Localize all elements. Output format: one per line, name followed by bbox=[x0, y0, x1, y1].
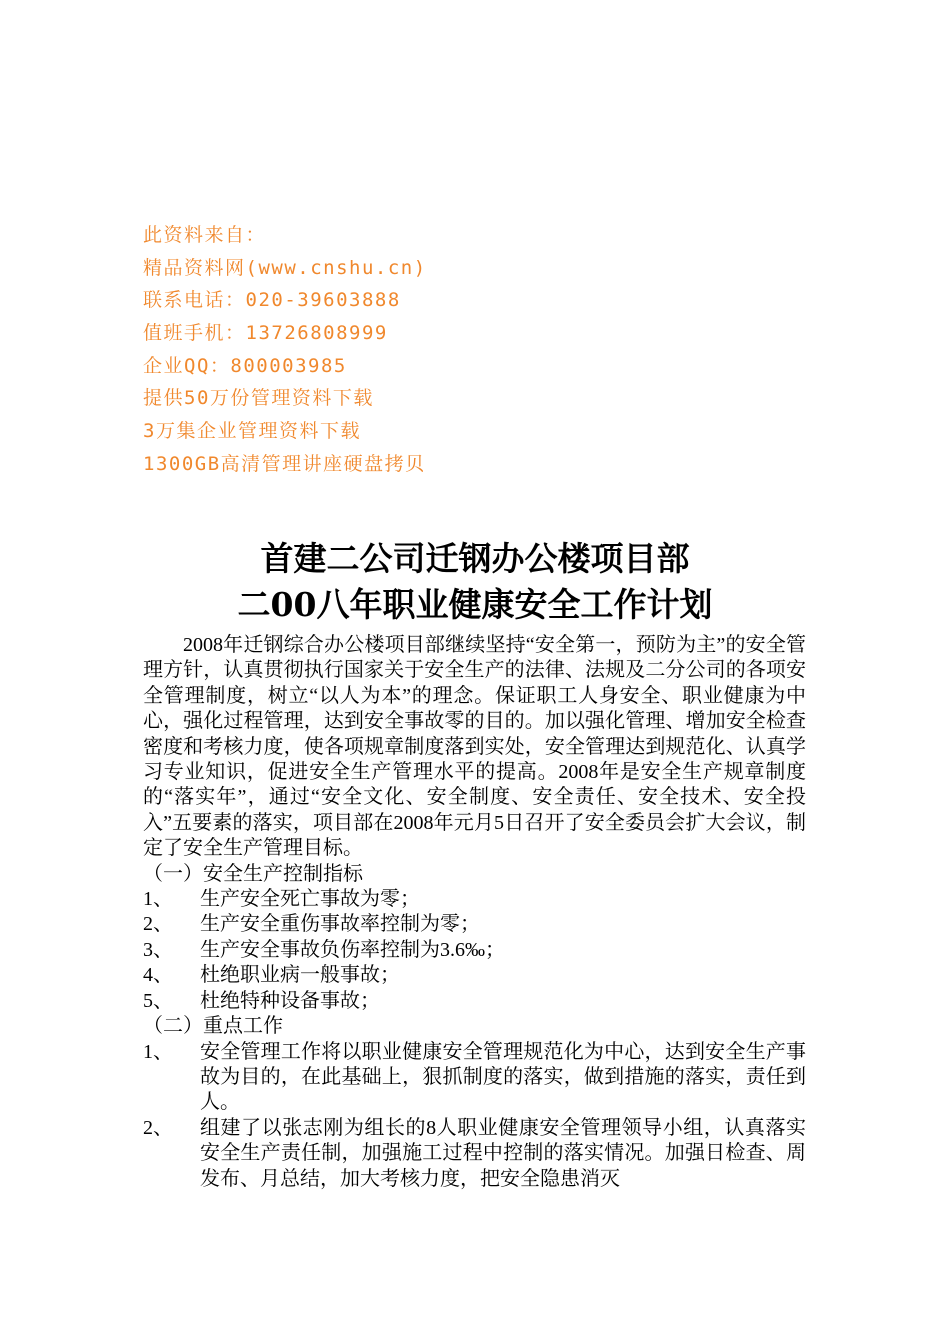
list-item-text: 杜绝职业病一般事故； bbox=[200, 964, 400, 987]
source-qq-line: 企业QQ：800003985 bbox=[143, 354, 347, 377]
list-item-text: 组建了以张志刚为组长的8人职业健康安全管理领导小组，认真落实安全生产责任制，加强施工过程中控制的落实情况。加强日检查、周发布、月总结，加大考核力度，把安全隐患消灭 bbox=[200, 1116, 806, 1190]
document-body bbox=[143, 633, 806, 1192]
list-item bbox=[143, 912, 806, 937]
list-item-number: 3、 bbox=[143, 938, 173, 961]
list-item-number: 2、 bbox=[143, 913, 173, 936]
list-item-number: 4、 bbox=[143, 964, 173, 987]
list-item bbox=[143, 1040, 806, 1116]
document-title-block bbox=[0, 536, 950, 628]
list-item bbox=[143, 1116, 806, 1192]
list-item bbox=[143, 887, 806, 912]
list-item-number: 2、 bbox=[143, 1116, 173, 1139]
list-item-text: 生产安全重伤事故率控制为零； bbox=[200, 913, 480, 936]
source-website-line: 精品资料网(www.cnshu.cn) bbox=[143, 256, 427, 279]
list-item-text: 安全管理工作将以职业健康安全管理规范化为中心，达到安全生产事故为目的，在此基础上，狠抓制度的落实，做到措施的落实，责任到人。 bbox=[200, 1040, 806, 1114]
list-item-number: 1、 bbox=[143, 1040, 173, 1063]
source-offer-line: 3万集企业管理资料下载 bbox=[143, 420, 361, 443]
source-offer-line: 提供50万份管理资料下载 bbox=[143, 387, 374, 410]
source-info-block bbox=[143, 219, 743, 481]
list-item-number: 5、 bbox=[143, 989, 173, 1012]
list-item bbox=[143, 938, 806, 963]
source-line: 此资料来自： bbox=[143, 224, 267, 246]
document-title-line-2: 二00八年职业健康安全工作计划 bbox=[237, 585, 713, 624]
source-phone-line: 联系电话：020-39603888 bbox=[143, 289, 401, 312]
list-item bbox=[143, 963, 806, 988]
list-item-number: 1、 bbox=[143, 888, 173, 911]
section-heading-control-targets: （一）安全生产控制指标 bbox=[143, 862, 363, 885]
list-item bbox=[143, 989, 806, 1014]
document-title-line-1: 首建二公司迁钢办公楼项目部 bbox=[260, 539, 690, 578]
list-item-text: 生产安全死亡事故为零； bbox=[200, 888, 420, 911]
list-item-text: 杜绝特种设备事故； bbox=[200, 989, 380, 1012]
intro-paragraph: 2008年迁钢综合办公楼项目部继续坚持“安全第一，预防为主”的安全管理方针，认真贯彻执行国家关于安全生产的法律、法规及二分公司的各项安全管理制度，树立“以人为本”的理念。保证职工人身安全、职业健康为中心，强化过程管理，达到安全事故零的目的。加以强化管理、增加安全检查密度和考核力度，使各项规章制度落到实处，安全管理达到规范化、认真学习专业知识，促进安全生产管理水平的提高。2008年是安全生产规章制度的“落实年”，通过“安全文化、安全制度、安全责任、安全技术、安全投入”五要素的落实，项目部在2008年元月5日召开了安全委员会扩大会议，制定了安全生产管理目标。 bbox=[143, 634, 806, 860]
list-item-text: 生产安全事故负伤率控制为3.6‰； bbox=[200, 938, 505, 961]
section-heading-key-work: （二）重点工作 bbox=[143, 1015, 283, 1038]
source-offer-line: 1300GB高清管理讲座硬盘拷贝 bbox=[143, 452, 426, 475]
source-mobile-line: 值班手机：13726808999 bbox=[143, 322, 388, 345]
